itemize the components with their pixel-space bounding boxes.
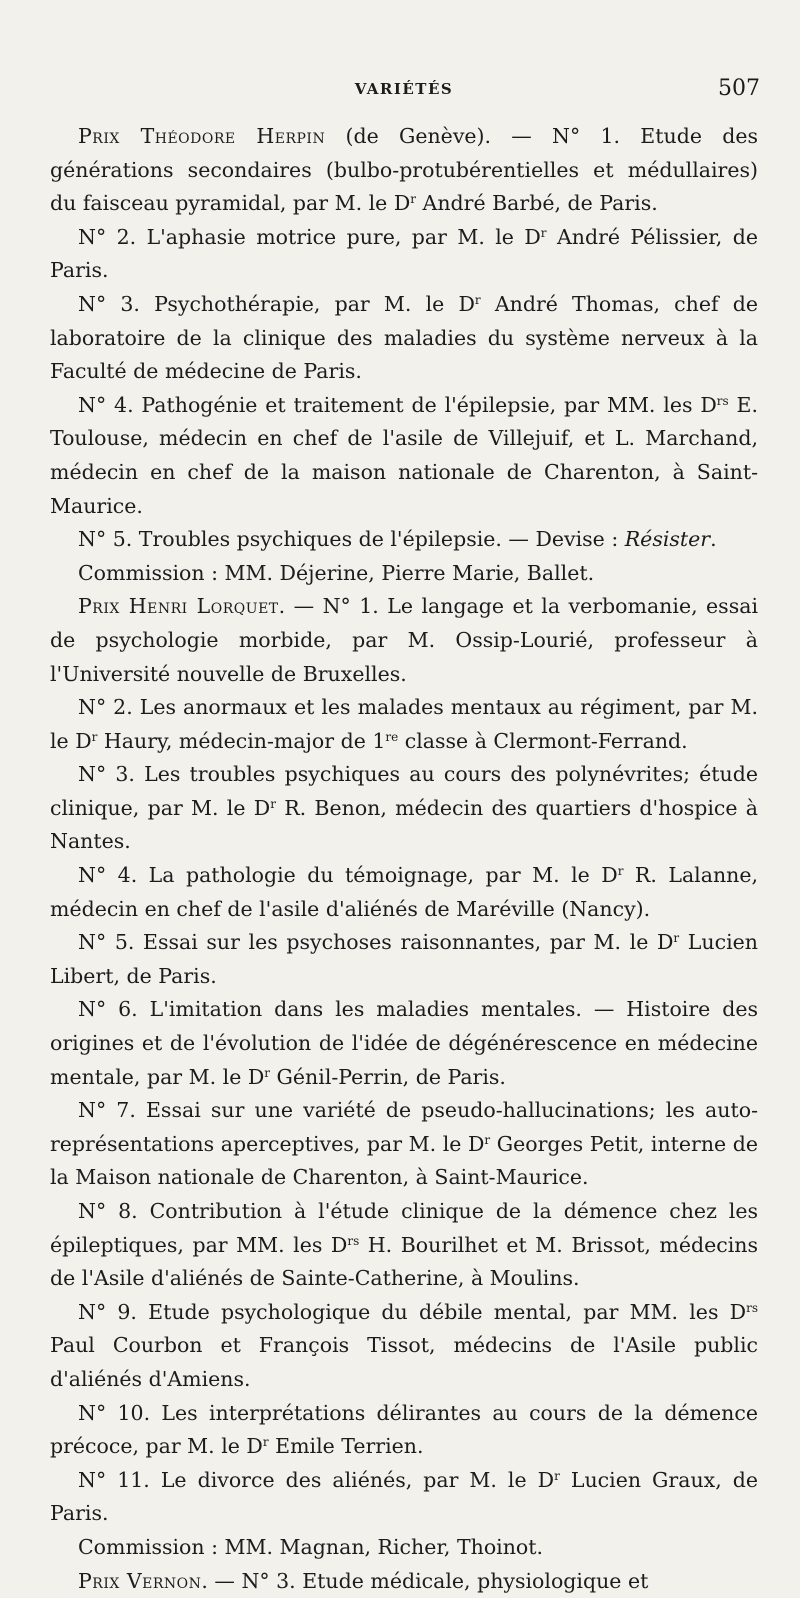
paragraph-herpin-prize: Prix Théodore Herpin (de Genève). — N° 1. Etude des générations secondaires (bulbo-protubérentielles et médullaires) du faisceau pyramidal, par M. le $D^r$ André Barbé, de Paris. [50, 124, 758, 216]
entry-paragraph: N° 3. Les troubles psychiques au cours des polynévrites; étude clinique, par M. le $D^r$ R. Benon, médecin des quartiers d'hospice à Nantes. [50, 762, 758, 854]
entry-paragraph: N° 5. Essai sur les psychoses raisonnantes, par M. le $D^r$ Lucien Libert, de Paris. [50, 930, 758, 988]
prize-name: Prix Théodore Herpin [78, 124, 326, 148]
entry-paragraph: N° 7. Essai sur une variété de pseudo-hallucinations; les auto-représentations aperceptives, par M. le $D^r$ Georges Petit, interne de la Maison nationale de Charenton, à Saint-Maurice. [50, 1098, 759, 1190]
entry-paragraph: N° 9. Etude psychologique du débile mental, par MM. les $D^{rs}$ Paul Courbon et François Tissot, médecins de l'Asile public d'aliénés d'Amiens. [50, 1299, 758, 1391]
entry-paragraph: N° 4. Pathogénie et traitement de l'épilepsie, par MM. les $D^{rs}$ E. Toulouse, médecin en chef de l'asile de Villejuif, et L. Marchand, médecin en chef de la maison nationale de Charenton, à Saint-Maurice. [50, 392, 758, 518]
page-header [48, 76, 760, 102]
entry-paragraph: N° 2. Les anormaux et les malades mentaux au régiment, par M. le $D^r$ Haury, médecin-major de 1re classe à Clermont-Ferrand. [50, 695, 758, 753]
prize-name: Prix Henri Lorquet [78, 594, 279, 619]
paragraph-vernon-prize: Prix Vernon. — N° 3. Etude médicale, physiologique et [78, 1568, 649, 1593]
commission-paragraph: Commission : MM. Déjerine, Pierre Marie, Ballet. [78, 560, 595, 585]
prize-name: Prix Vernon [78, 1568, 202, 1593]
body-text [50, 120, 758, 1598]
page-number: 507 [718, 76, 760, 101]
motto: Résister [624, 527, 711, 552]
running-head: VARIÉTÉS [354, 80, 454, 98]
entry-paragraph: N° 10. Les interprétations délirantes au cours de la démence précoce, par M. le $D^r$ Emile Terrien. [50, 1400, 758, 1459]
entry-paragraph: N° 8. Contribution à l'étude clinique de la démence chez les épileptiques, par MM. les $D^{rs}$ H. Bourilhet et M. Brissot, médecins de l'Asile d'aliénés de Sainte-Catherine, à Moulins. [50, 1199, 759, 1291]
entry-paragraph: N° 2. L'aphasie motrice pure, par M. le $D^r$ André Pélissier, de Paris. [50, 224, 758, 283]
paragraph-lorquet-prize: Prix Henri Lorquet. — N° 1. Le langage et la verbomanie, essai de psychologie morbide, par M. Ossip-Lourié, professeur à l'Université nouvelle de Bruxelles. [50, 594, 758, 686]
entry-paragraph: N° 11. Le divorce des aliénés, par M. le $D^r$ Lucien Graux, de Paris. [50, 1467, 758, 1526]
entry-paragraph: N° 5. Troubles psychiques de l'épilepsie. — Devise : Résister. [78, 527, 717, 552]
entry-paragraph: N° 6. L'imitation dans les maladies mentales. — Histoire des origines et de l'évolution de l'idée de dégénérescence en médecine mentale, par M. le $D^r$ Génil-Perrin, de Paris. [50, 997, 758, 1089]
entry-paragraph: N° 4. La pathologie du témoignage, par M. le $D^r$ R. Lalanne, médecin en chef de l'asile d'aliénés de Maréville (Nancy). [50, 863, 758, 921]
entry-paragraph: N° 3. Psychothérapie, par M. le $D^r$ André Thomas, chef de laboratoire de la clinique des maladies du système nerveux à la Faculté de médecine de Paris. [50, 291, 758, 384]
commission-paragraph: Commission : MM. Magnan, Richer, Thoinot. [78, 1534, 544, 1559]
